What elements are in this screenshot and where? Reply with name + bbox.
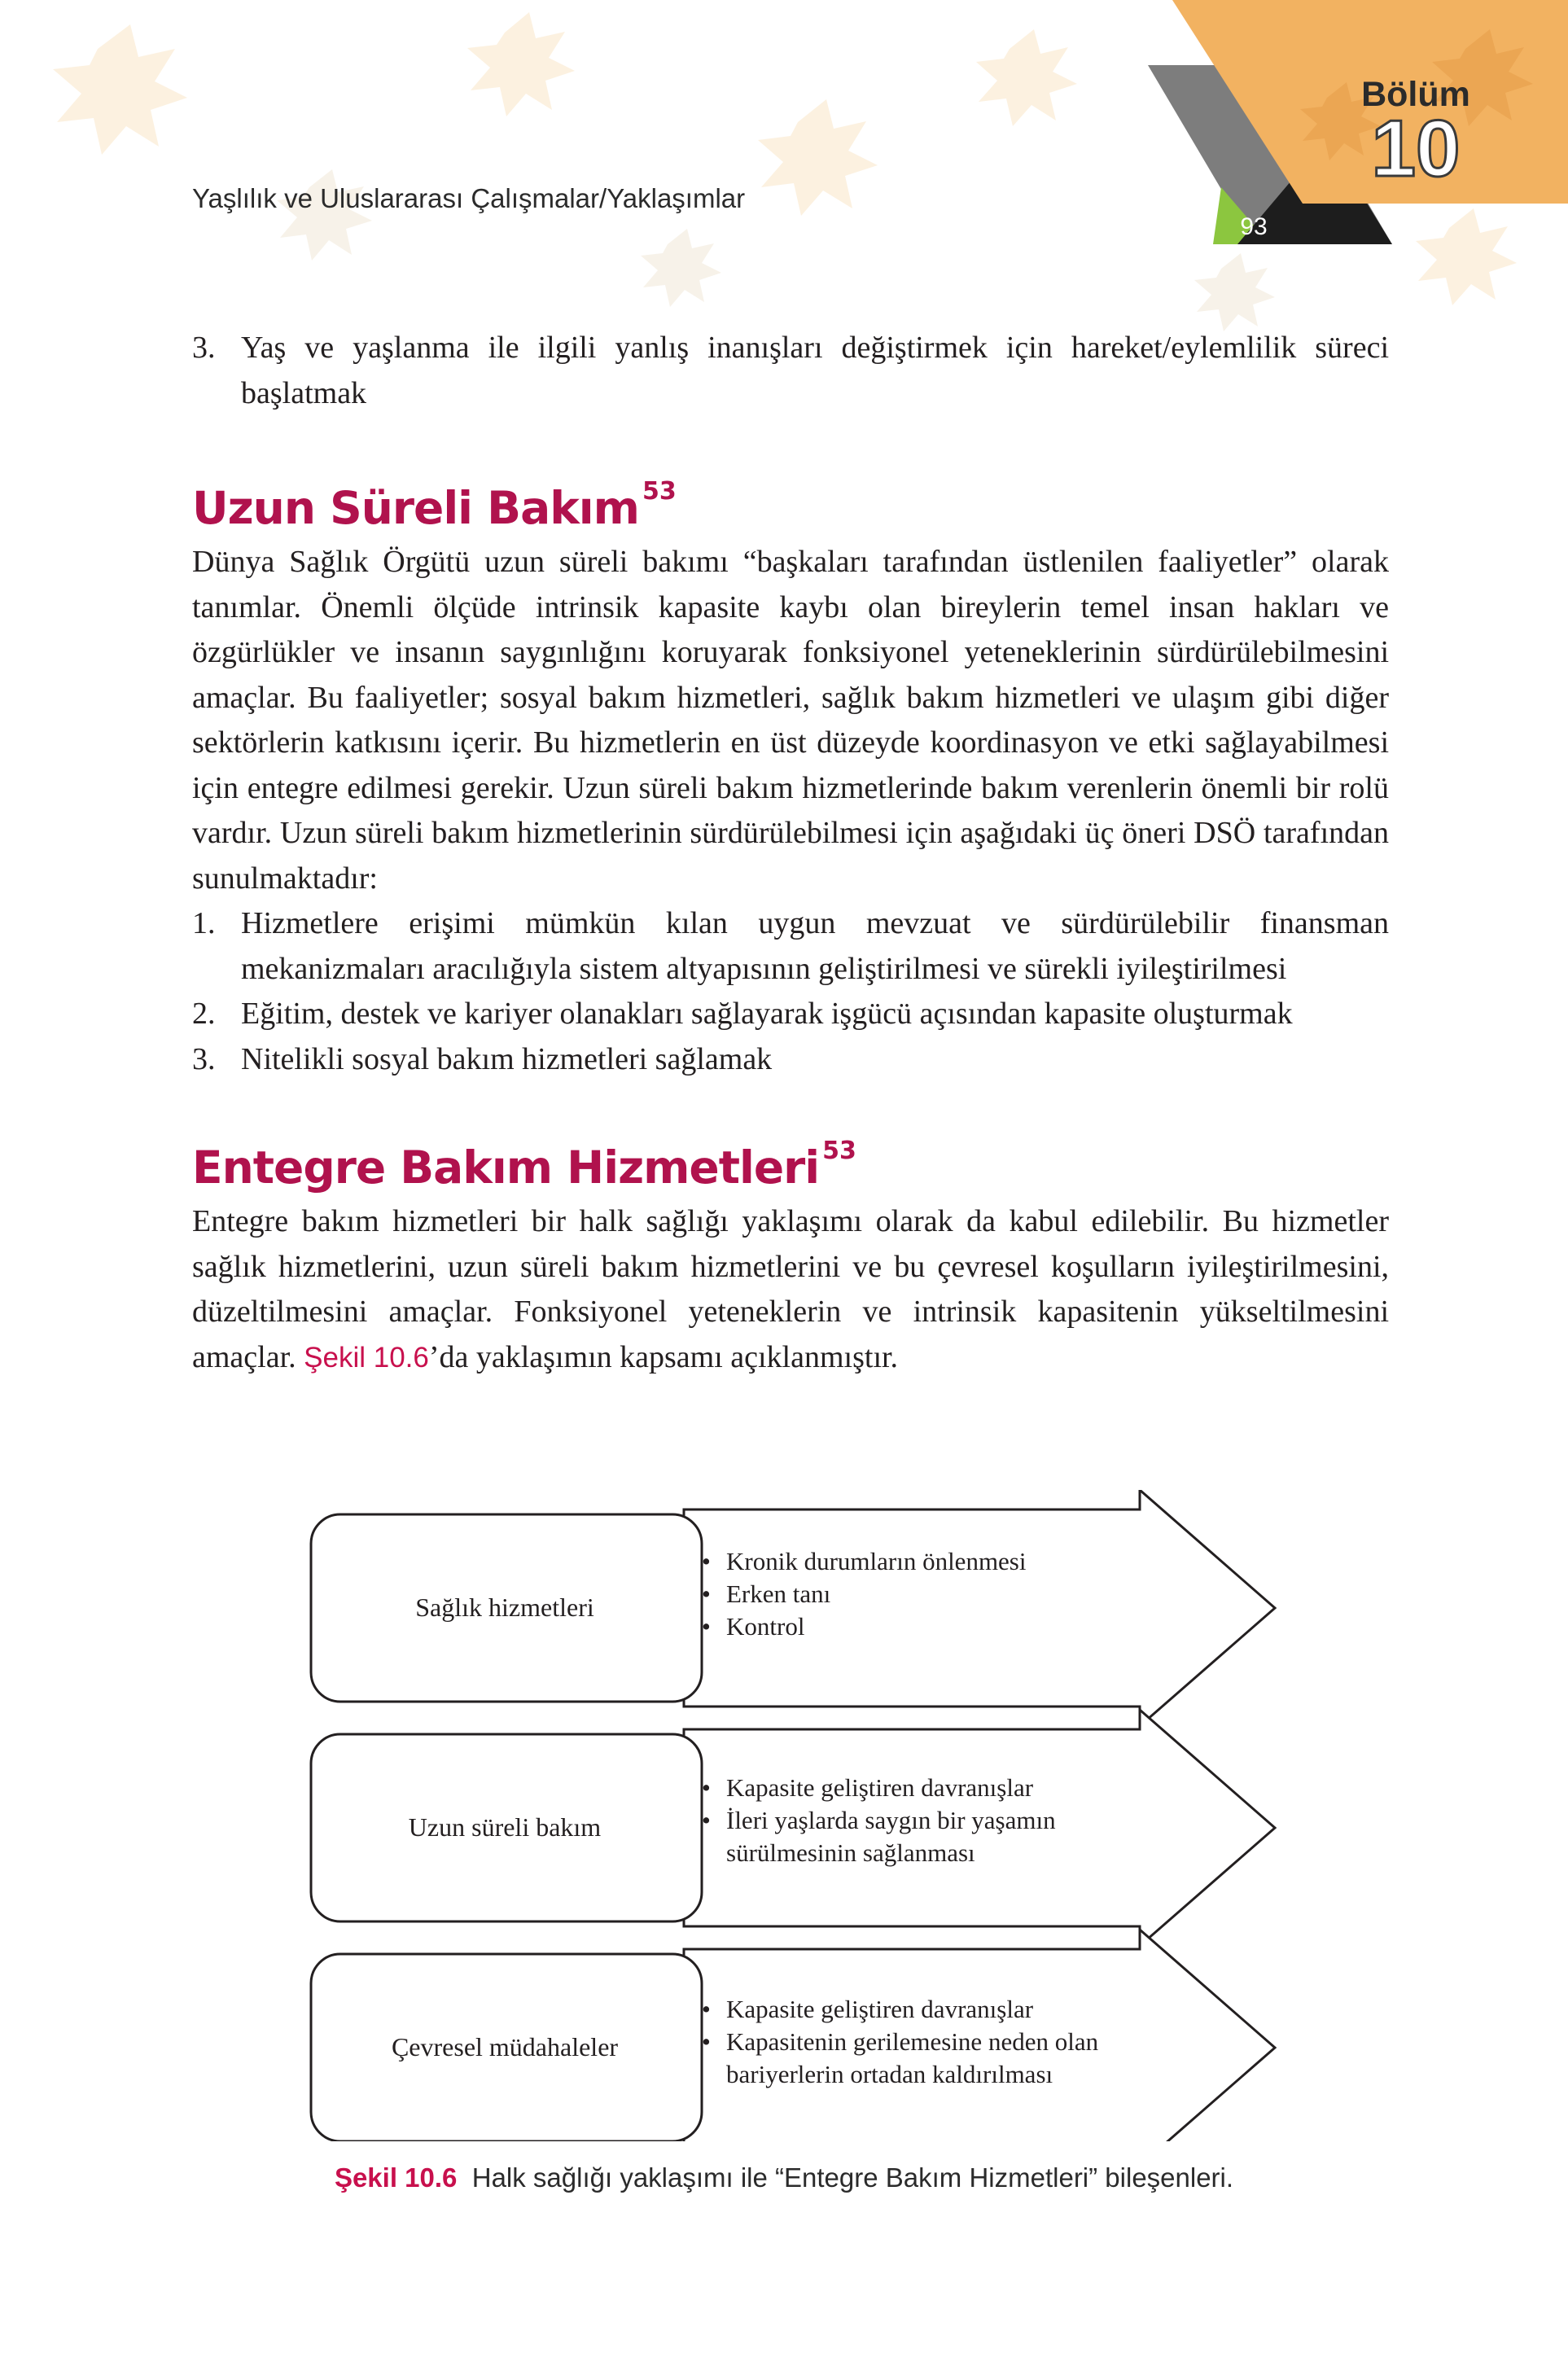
list-item [192,992,1389,1037]
page-number: 93 [1240,213,1268,240]
page-content [192,326,1389,1380]
figure-bullet: • Kapasite geliştiren davranışlar [700,1772,1156,1804]
figure-bullet: • Erken tanı [700,1578,1156,1610]
list-item [192,901,1389,992]
chapter-label: Bölüm [1361,75,1470,114]
list-text: Eğitim, destek ve kariyer olanakları sağlayarak işgücü açısından kapasite oluşturmak [241,997,1293,1031]
figure-bullet: • Kapasitenin gerilemesine neden olan bariyerlerin ortadan kaldırılması [700,2026,1156,2091]
figure-bullet-list [700,1772,1156,1869]
section-heading-entegre-bakim [192,1123,1389,1196]
figure-row-label: Sağlık hizmetleri [415,1593,594,1622]
list-text: Yaş ve yaşlanma ile ilgili yanlış inanışları değiştirmek için hareket/eylemlilik süreci başlatmak [241,331,1389,410]
integrated-care-figure [309,1490,1286,2141]
figure-bullet: • Kapasite geliştiren davranışlar [700,1993,1156,2026]
list-item [192,1037,1389,1083]
figure-bullet: • İleri yaşlarda saygın bir yaşamın sürülmesinin sağlanması [700,1804,1156,1869]
chapter-corner-graphic [1123,0,1568,269]
list-number: 1. [192,906,216,940]
list-number: 3. [192,331,216,365]
list-number: 3. [192,1041,216,1076]
running-title: Yaşlılık ve Uluslararası Çalışmalar/Yaklaşımlar [192,183,746,213]
figure-row-label: Çevresel müdahaleler [391,2032,619,2061]
caption-label: Şekil 10.6 [334,2162,458,2193]
figure-bullet: • Kronik durumların önlenmesi [700,1545,1156,1578]
section-heading-uzun-sureli-bakim [192,463,1389,537]
caption-text: Halk sağlığı yaklaşımı ile “Entegre Bakım Hizmetleri” bileşenleri. [471,2162,1234,2193]
list-text: Hizmetlere erişimi mümkün kılan uygun mevzuat ve sürdürülebilir finansman mekanizmaları aracılığıyla sistem altyapısının geliştirilmesi ve sürekli iyileştirilmesi [241,906,1389,986]
list-text: Nitelikli sosyal bakım hizmetleri sağlamak [241,1041,773,1076]
figure-reference-link[interactable]: Şekil 10.6 [304,1341,429,1374]
figure-row-label: Uzun süreli bakım [408,1812,602,1842]
figure-bullet-list [700,1993,1156,2091]
list-number: 2. [192,997,216,1031]
intro-list-item [192,326,1389,416]
section-paragraph [192,1199,1389,1380]
section-title: Uzun Süreli Bakım [192,482,639,534]
figure-bullet: • Kontrol [700,1610,1156,1643]
figure-bullet-list [700,1545,1156,1643]
figure-caption [0,2162,1568,2193]
chapter-number: 10 [1371,103,1461,193]
paragraph-text: ’da yaklaşımın kapsamı açıklanmıştır. [428,1339,899,1374]
paragraph-text: Entegre bakım hizmetleri bir halk sağlığı yaklaşımı olarak da kabul edilebilir. Bu hizmetler sağlık hizmetlerini, uzun süreli bakım hizmetlerini ve bu çevresel koşulların iyileştirilmesini, düzeltilmesini amaçlar. Fonksiyonel yeteneklerin ve intrinsik kapasitenin yükseltilmesini amaçlar. [192,1204,1389,1374]
reference-number: 53 [822,1137,856,1165]
section-paragraph: Dünya Sağlık Örgütü uzun süreli bakımı “başkaları tarafından üstlenilen faaliyetler” olarak tanımlar. Önemli ölçüde intrinsik kapasite kaybı olan bireylerin temel insan hakları ve özgürlükler ve insanın saygınlığını koruyarak fonksiyonel yeteneklerinin sürdürülebilmesini amaçlar. Bu faaliyetler; sosyal bakım hizmetleri, sağlık bakım hizmetleri ve ulaşım gibi diğer sektörlerin katkısını içerir. Bu hizmetlerin en üst düzeyde koordinasyon ve etki sağlayabilmesi için entegre edilmesi gerekir. Uzun süreli bakım hizmetlerinde bakım verenlerin önemli bir rolü vardır. Uzun süreli bakım hizmetlerinin sürdürülebilmesi için aşağıdaki üç öneri DSÖ tarafından sunulmaktadır: [192,545,1389,896]
section-title: Entegre Bakım Hizmetleri [192,1141,820,1194]
reference-number: 53 [642,477,677,506]
